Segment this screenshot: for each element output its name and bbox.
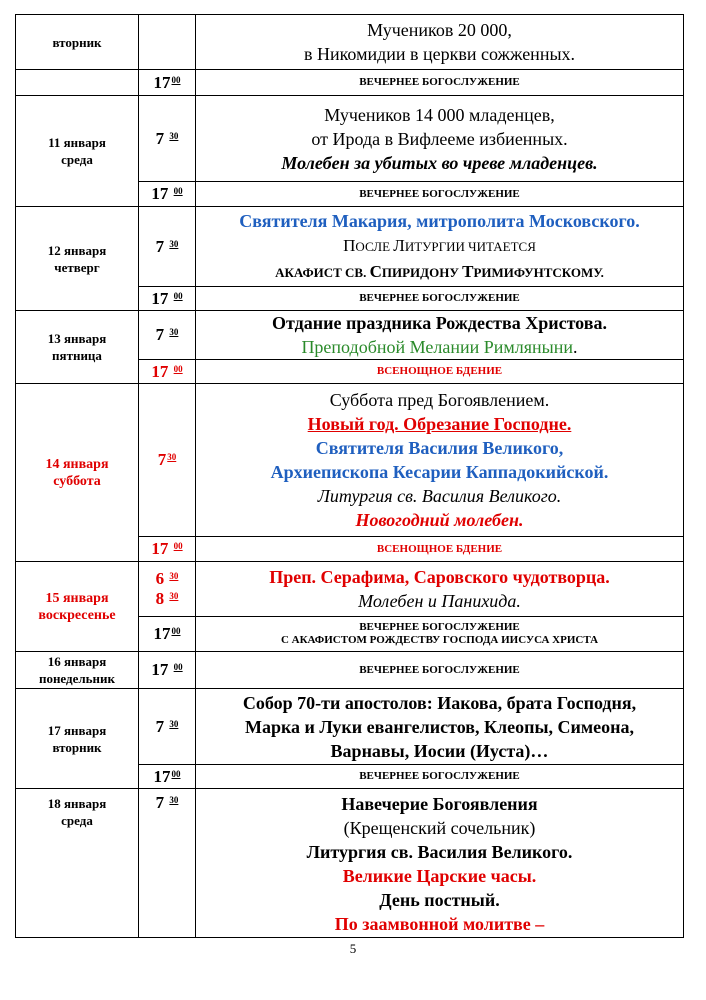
desc-line: ПОСЛЕ ЛИТУРГИИ ЧИТАЕТСЯ [343, 235, 536, 255]
table-row [16, 311, 684, 360]
desc-line: Мучеников 14 000 младенцев, [324, 104, 555, 125]
table-row [16, 384, 684, 537]
desc-line: Навечерие Богоявления [341, 794, 538, 814]
desc-line: Отдание праздника Рождества Христова. [272, 313, 607, 333]
description-cell [196, 384, 684, 537]
desc-line: По заамвонной молитве – [334, 914, 545, 934]
evening-service: ВСЕНОЩНОЕ БДЕНИЕ [196, 537, 684, 562]
time-cell [139, 15, 196, 70]
evening-time: 17 $^{00}$ [139, 287, 196, 311]
evening-time: 17 $^{00}$ [139, 182, 196, 207]
page-number: 5 [349, 941, 357, 956]
desc-line: Новый год. Обрезание Господне. [307, 414, 572, 434]
desc-line: Мучеников 20 000, [367, 20, 512, 40]
description-cell [196, 689, 684, 765]
date: 18 января [47, 796, 107, 811]
desc-line: Преп. Серафима, Саровского чудотворца. [269, 567, 610, 587]
evening-time: 17 $^{00}$ [139, 537, 196, 562]
desc-line: Святителя Макария, митрополита Московского. [239, 210, 640, 231]
service-time: 7 $^{30}$ [139, 689, 196, 765]
desc-line: Архиепископа Кесарии Каппадокийской. [270, 462, 609, 482]
desc-line: Суббота пред Богоявлением. [329, 390, 550, 410]
service-time: 7 $^{30}$ [139, 96, 196, 182]
weekday: понедельник [38, 671, 116, 686]
table-row [16, 562, 684, 617]
description-cell [196, 207, 684, 287]
desc-line: Варнавы, Иосии (Иуста)… [330, 740, 549, 761]
date: 13 января [47, 331, 107, 346]
desc-line: Марка и Луки евангелистов, Клеопы, Симеона, [244, 716, 635, 737]
desc-line: Молебен за убитых во чреве младенцев. [281, 152, 598, 173]
service-time: 6 $^{30}$ 8 $^{30}$ [139, 562, 196, 617]
evening-service: ВЕЧЕРНЕЕ БОГОСЛУЖЕНИЕ [196, 652, 684, 689]
evening-time: 17 $^{00}$ [139, 652, 196, 689]
table-row [16, 96, 684, 182]
weekday: среда [61, 813, 93, 828]
desc-line: Собор 70-ти апостолов: Иакова, брата Господня, [242, 692, 637, 713]
weekday: воскресенье [38, 607, 116, 623]
day-cell [16, 207, 139, 311]
evening-time: $17^{00}$ [139, 617, 196, 652]
evening-service: ВСЕНОЩНОЕ БДЕНИЕ [196, 360, 684, 384]
table-row [16, 15, 684, 70]
date: 11 января [48, 135, 106, 150]
day-cell [16, 70, 139, 96]
description-cell [196, 562, 684, 617]
service-time: 7 $^{30}$ [139, 311, 196, 360]
day-cell [16, 689, 139, 789]
evening-time: $17^{00}$ [139, 765, 196, 789]
service-time: $7^{30}$ [139, 384, 196, 537]
evening-service: ВЕЧЕРНЕЕ БОГОСЛУЖЕНИЕ [196, 765, 684, 789]
evening-service: ВЕЧЕРНЕЕ БОГОСЛУЖЕНИЕ [196, 287, 684, 311]
table-row [16, 689, 684, 765]
desc-line: День постный. [379, 890, 500, 910]
evening-service: ВЕЧЕРНЕЕ БОГОСЛУЖЕНИЕ [196, 70, 684, 96]
day-cell [16, 652, 139, 689]
desc-line: Святителя Василия Великого, [315, 438, 564, 458]
description-cell [196, 311, 684, 360]
date: 14 января [45, 456, 109, 472]
weekday: пятница [52, 348, 102, 363]
description-cell [196, 15, 684, 70]
weekday: среда [61, 152, 93, 167]
date: 16 января [47, 654, 107, 669]
desc-line: Великие Царские часы. [342, 866, 537, 886]
description-cell [196, 96, 684, 182]
date: 12 января [47, 242, 107, 258]
day-cell [16, 384, 139, 562]
table-row [16, 789, 684, 938]
desc-line: Литургия св. Василия Великого. [317, 486, 562, 506]
table-row [16, 207, 684, 287]
desc-line: Литургия св. Василия Великого. [306, 842, 573, 862]
desc-line: (Крещенский сочельник) [343, 818, 536, 838]
weekday: суббота [53, 473, 101, 489]
description-cell [196, 789, 684, 938]
service-time: 7 $^{30}$ [139, 789, 196, 938]
desc-line: АКАФИСТ СВ. СПИРИДОНУ ТРИМИФУНТСКОМУ. [275, 261, 604, 281]
service-time: 7 $^{30}$ [139, 207, 196, 287]
weekday: четверг [54, 259, 100, 275]
evening-time: $17^{00}$ [139, 70, 196, 96]
table-row [16, 652, 684, 689]
desc-line: Новогодний молебен. [355, 510, 524, 530]
evening-service: ВЕЧЕРНЕЕ БОГОСЛУЖЕНИЕ С АКАФИСТОМ РОЖДЕСТВУ ГОСПОДА ИИСУСА ХРИСТА [196, 617, 684, 652]
day-cell [16, 562, 139, 652]
desc-line: Молебен и Панихида. [358, 591, 521, 611]
evening-time: 17 $^{00}$ [139, 360, 196, 384]
weekday: вторник [52, 739, 102, 755]
table-row [16, 70, 684, 96]
desc-line: от Ирода в Вифлееме избиенных. [311, 128, 568, 149]
day-cell [16, 789, 139, 938]
evening-service: ВЕЧЕРНЕЕ БОГОСЛУЖЕНИЕ [196, 182, 684, 207]
day-cell [16, 96, 139, 207]
day-cell [16, 311, 139, 384]
weekday: вторник [52, 34, 102, 50]
date: 17 января [47, 722, 107, 738]
day-cell [16, 15, 139, 70]
desc-line: в Никомидии в церкви сожженных. [303, 44, 576, 64]
date: 15 января [45, 590, 109, 606]
desc-line: Преподобной Мелании Римляныни. [301, 337, 578, 357]
schedule-table [15, 14, 684, 938]
